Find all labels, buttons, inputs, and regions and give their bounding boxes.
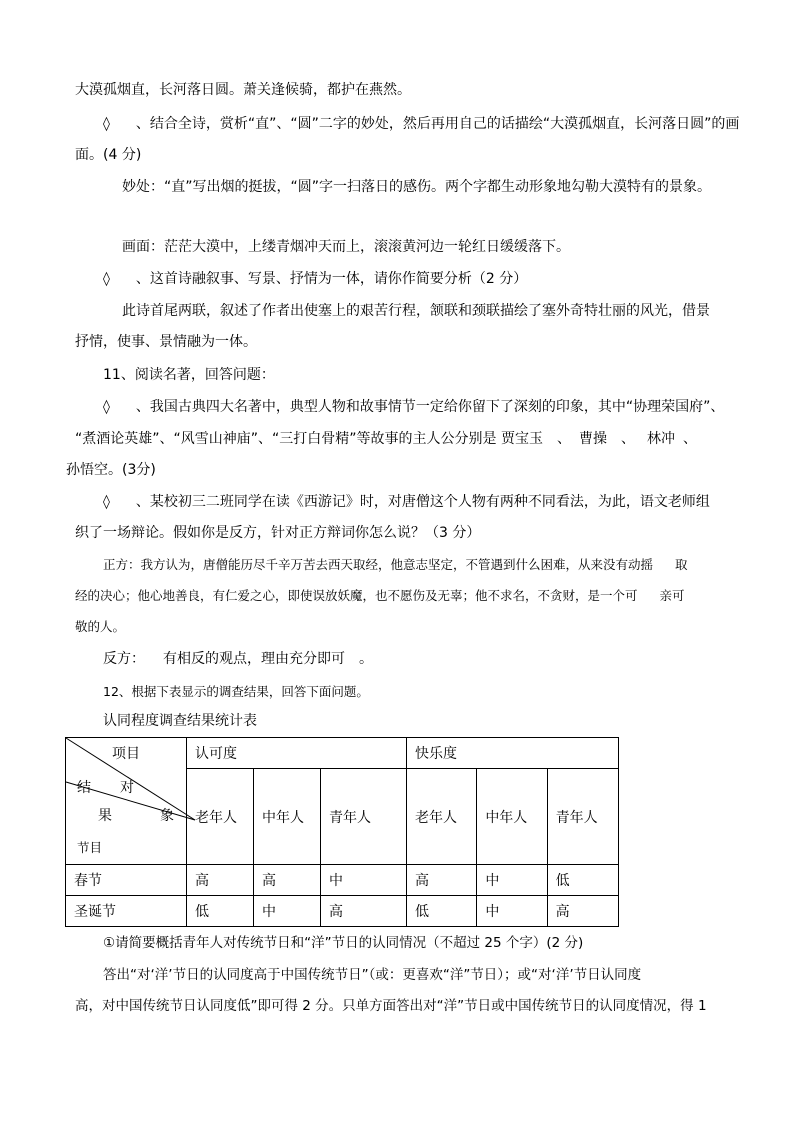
question-11-part-1-line-3: 孙悟空。(3分) [66, 462, 156, 478]
table-cell: 低 [407, 896, 477, 927]
question-11-part-1-line-2: “煮酒论英雄”、“风雪山神庙”、“三打白骨精”等故事的主人公分别是 贾宝玉 、 曹操 、 林冲 、 [75, 431, 697, 447]
question-12-answer-2: 高，对中国传统节日认同度低”即可得 2 分。只单方面答出对“洋”节日或中国传统节日的认同度情况，得 1 [75, 998, 707, 1014]
sub-header-cell: 中年人 [477, 769, 547, 865]
group-header-happiness: 快乐度 [407, 738, 619, 769]
group-header-approval: 认可度 [187, 738, 407, 769]
question-1-answer-2: 画面：茫茫大漠中，上缕青烟冲天而上，滚滚黄河边一轮红日缓缓落下。 [122, 239, 570, 255]
table-cell: 低 [547, 865, 618, 896]
poem-line: 大漠孤烟直，长河落日圆。萧关逢候骑，都护在燕然。 [75, 82, 411, 98]
table-cell: 高 [321, 896, 407, 927]
answer-lin-chong: 林冲 [646, 431, 675, 447]
question-1-line-2: 面。(4 分) [75, 147, 142, 163]
diamond-bullet-icon: ◊ [103, 271, 110, 287]
row-label: 春节 [66, 865, 187, 896]
answer-cao-cao: 曹操 [578, 431, 607, 447]
diamond-bullet-icon: ◊ [103, 494, 110, 510]
pro-argument-line-3: 敬的人。 [75, 619, 126, 634]
question-12-sub-question: ①请简要概括青年人对传统节日和“洋”节日的认同情况（不超过 25 个字）(2 分) [103, 935, 584, 951]
table-cell: 中 [477, 896, 547, 927]
sub-header-cell: 中年人 [254, 769, 321, 865]
corner-result-label-b: 对 [120, 780, 134, 796]
pro-argument-line-1: 正方：我方认为，唐僧能历尽千辛万苦去西天取经，他意志坚定，不管遇到什么困难，从来没有动摇 取 [103, 557, 688, 572]
table-row [66, 896, 619, 927]
pro-argument-line-2: 经的决心；他心地善良，有仁爱之心，即使误放妖魔，也不愿伤及无辜；他不求名，不贪财，是一个可 亲可 [75, 588, 685, 603]
row-label: 圣诞节 [66, 896, 187, 927]
question-12-title: 12、根据下表显示的调查结果，回答下面问题。 [103, 684, 369, 699]
sub-header-cell: 青年人 [321, 769, 407, 865]
question-2-answer-2: 抒情，使事、景情融为一体。 [75, 334, 257, 350]
corner-festival-label: 节目 [77, 840, 103, 855]
sub-header-cell: 老年人 [187, 769, 254, 865]
corner-header-cell [66, 738, 187, 865]
corner-result-label-a: 结 [77, 780, 91, 796]
survey-table [65, 737, 619, 927]
question-2-line [103, 270, 527, 288]
table-cell: 高 [187, 865, 254, 896]
table-title: 认同程度调查结果统计表 [103, 713, 257, 729]
answer-jia-baoyu: 贾宝玉 [500, 431, 543, 447]
table-cell: 中 [321, 865, 407, 896]
question-12-answer-1: 答出“对‘洋’节日的认同度高于中国传统节日”（或：更喜欢“洋”节日）；或“对‘洋’节日认同度 [103, 967, 642, 983]
question-11-part-2-line-1: ◊ 、某校初三二班同学在读《西游记》时，对唐僧这个人物有两种不同看法，为此，语文老师组 [103, 494, 710, 510]
corner-result-label-d: 象 [160, 808, 174, 824]
question-2-text: 、这首诗融叙事、写景、抒情为一体，请你作简要分析（2 分） [135, 271, 528, 287]
table-cell: 高 [407, 865, 477, 896]
diamond-bullet-icon: ◊ [103, 399, 110, 415]
sub-header-cell: 青年人 [547, 769, 618, 865]
corner-result-label-c: 果 [98, 808, 112, 824]
con-argument: 反方： 有相反的观点，理由充分即可 。 [103, 651, 373, 667]
question-1-text: 、结合全诗，赏析“直”、“圆”二字的妙处，然后再用自己的话描绘“大漠孤烟直，长河落日圆”的画 [135, 116, 740, 132]
table-cell: 中 [254, 896, 321, 927]
question-1-line-1 [103, 115, 739, 133]
question-11-part-2-line-2: 织了一场辩论。假如你是反方，针对正方辩词你怎么说？（3 分） [75, 525, 481, 541]
table-row [66, 865, 619, 896]
corner-item-label: 项目 [112, 746, 140, 762]
table-cell: 低 [187, 896, 254, 927]
question-2-answer-1: 此诗首尾两联，叙述了作者出使塞上的艰苦行程，颔联和颈联描绘了塞外奇特壮丽的风光，借景 [122, 303, 710, 319]
diamond-bullet-icon: ◊ [103, 116, 110, 132]
sub-header-cell: 老年人 [407, 769, 477, 865]
table-cell: 高 [254, 865, 321, 896]
question-1-answer-1: 妙处：“直”写出烟的挺拔，“圆”字一扫落日的感伤。两个字都生动形象地勾勒大漠特有的景象。 [122, 179, 712, 195]
question-11-title: 11、阅读名著，回答问题： [103, 367, 275, 383]
table-cell: 高 [547, 896, 618, 927]
table-cell: 中 [477, 865, 547, 896]
question-11-part-1-line-1: ◊ 、我国古典四大名著中，典型人物和故事情节一定给你留下了深刻的印象，其中“协理荣国府”、 [103, 399, 725, 415]
